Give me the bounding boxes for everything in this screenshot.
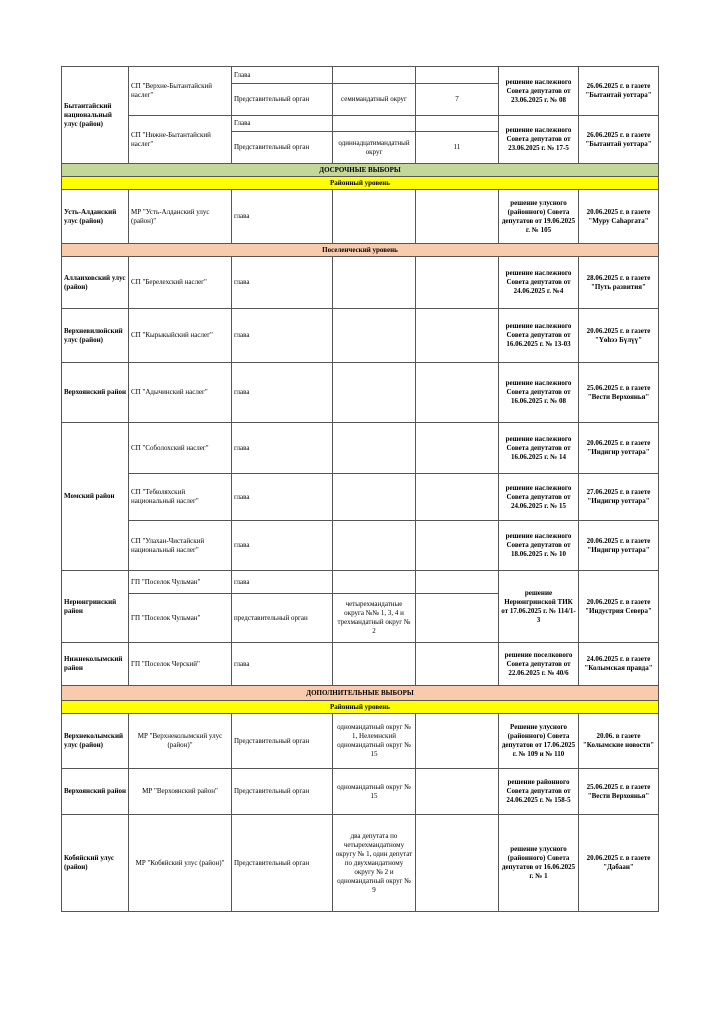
count-cell [416,309,499,363]
district-cell [333,190,416,244]
org-cell: МР "Кобяйский улус (район)" [129,815,232,912]
body-cell: Глава [232,67,333,84]
region-cell: Аллаиховский улус (район) [62,257,129,309]
decision-cell: решение наслежного Совета депутатов от 18.06.2025 г. № 10 [499,521,579,571]
district-cell: два депутата по четырехмандатному округу № 1, один депутат по двухмандатному округу № 2 и одномандатный округ № 9 [333,815,416,912]
district-cell [333,571,416,594]
body-cell: глава [232,309,333,363]
count-cell [416,815,499,912]
count-cell: 7 [416,84,499,116]
decision-cell: решение наслежного Совета депутатов от 16.06.2025 г. № 08 [499,363,579,423]
subsection-band [62,244,659,257]
region-cell: Момский район [62,423,129,571]
body-cell: глава [232,257,333,309]
district-cell: семимандатный округ [333,84,416,116]
decision-cell: решение наслежного Совета депутатов от 16.06.2025 г. № 14 [499,423,579,474]
decision-cell: Решение улусного (районного) Совета депутатов от 17.06.2025 г. № 109 и № 110 [499,714,579,769]
org-cell: ГП "Поселок Чульман" [129,571,232,594]
district-cell [333,309,416,363]
region-cell: Усть-Алданский улус (район) [62,190,129,244]
publication-cell: 25.06.2025 г. в газете "Вести Верхоянья" [579,363,659,423]
district-cell: четырехмандатные округа №№ 1, 3, 4 и трехмандатный округ № 2 [333,594,416,643]
count-cell [416,571,499,594]
org-cell: СП "Улахан-Чистайский национальный наслег" [129,521,232,571]
decision-cell: решение поселкового Совета депутатов от 22.06.2025 г. № 40/6 [499,643,579,686]
publication-cell: 20.06.2025 г. в газете "Үөһээ Бүлүү" [579,309,659,363]
publication-cell: 20.06. в газете "Колымские новости" [579,714,659,769]
count-cell [416,474,499,521]
count-cell [416,116,499,132]
org-cell: СП "Адычинский наслег" [129,363,232,423]
publication-cell: 26.06.2025 г. в газете "Бытантай уоттара" [579,116,659,164]
district-cell: одиннадцатимандатный округ [333,132,416,164]
publication-cell: 20.06.2025 г. в газете "Муру Саһаргата" [579,190,659,244]
district-cell: одномандатный округ № 15 [333,769,416,815]
district-cell [333,423,416,474]
table-row [62,815,659,912]
region-cell: Нерюнгринский район [62,571,129,643]
publication-cell: 28.06.2025 г. в газете "Путь развития" [579,257,659,309]
subsection-title: Поселенческий уровень [62,244,659,257]
district-cell [333,474,416,521]
org-cell: СП "Соболохский наслег" [129,423,232,474]
region-cell: Верхоянский район [62,769,129,815]
decision-cell: решение наслежного Совета депутатов от 16.06.2025 г. № 13-03 [499,309,579,363]
table-row [62,257,659,309]
count-cell [416,714,499,769]
count-cell: 11 [416,132,499,164]
table-row [62,571,659,594]
body-cell: Представительный орган [232,714,333,769]
org-cell: МР "Усть-Алданский улус (район)" [129,190,232,244]
org-cell: СП "Верхне-Бытантайский наслег" [129,67,232,116]
body-cell: глава [232,363,333,423]
section-title: ДОСРОЧНЫЕ ВЫБОРЫ [62,164,659,177]
org-cell: СП "Тебюляхский национальный наслег" [129,474,232,521]
region-cell: Бытантайский национальный улус (район) [62,67,129,164]
body-cell: глава [232,190,333,244]
region-cell: Верхнеколымский улус (район) [62,714,129,769]
publication-cell: 20.06.2025 г. в газете "Индустрия Севера" [579,571,659,643]
section-title: ДОПОЛНИТЕЛЬНЫЕ ВЫБОРЫ [62,686,659,701]
body-cell: Представительный орган [232,815,333,912]
table-row [62,643,659,686]
decision-cell: решение улусного (районного) Совета депутатов от 16.06.2025 г. № 1 [499,815,579,912]
district-cell [333,257,416,309]
body-cell: Представительный орган [232,84,333,116]
table-row [62,714,659,769]
org-cell: СП "Нижне-Бытантайский наслег" [129,116,232,164]
elections-table [61,66,659,912]
district-cell [333,363,416,423]
decision-cell: решение наслежного Совета депутатов от 24.06.2025 г. №4 [499,257,579,309]
table-row [62,309,659,363]
count-cell [416,67,499,84]
section-band [62,164,659,177]
org-cell: СП "Кырыкыйский наслег" [129,309,232,363]
body-cell: глава [232,521,333,571]
decision-cell: решение Нерюнгринской ТИК от 17.06.2025 г. № 114/1-3 [499,571,579,643]
count-cell [416,257,499,309]
publication-cell: 24.06.2025 г. в газете "Колымская правда" [579,643,659,686]
table-row [62,190,659,244]
region-cell: Верхоянский район [62,363,129,423]
org-cell: МР "Верхнеколымский улус (район)" [129,714,232,769]
body-cell: глава [232,423,333,474]
body-cell: глава [232,474,333,521]
district-cell [333,643,416,686]
district-cell [333,116,416,132]
publication-cell: 20.06.2025 г. в газете "Индигир уоттара" [579,521,659,571]
publication-cell: 26.06.2025 г. в газете "Бытантай уоттара" [579,67,659,116]
table-row [62,423,659,474]
subsection-title: Районный уровень [62,701,659,714]
org-cell: СП "Берелехский наслег" [129,257,232,309]
table-row [62,769,659,815]
decision-cell: решение наслежного Совета депутатов от 24.06.2025 г. № 15 [499,474,579,521]
table-row [62,521,659,571]
org-cell: ГП "Поселок Чульман" [129,594,232,643]
district-cell [333,67,416,84]
decision-cell: решение наслежного Совета депутатов от 23.06.2025 г. № 17-5 [499,116,579,164]
table-row [62,474,659,521]
subsection-title: Районный уровень [62,177,659,190]
body-cell: представительный орган [232,594,333,643]
decision-cell: решение наслежного Совета депутатов от 23.06.2025 г. № 08 [499,67,579,116]
district-cell: одномандатный округ № 1, Нелемнский одномандатный округ № 15 [333,714,416,769]
region-cell: Кобяйский улус (район) [62,815,129,912]
section-band [62,686,659,701]
region-cell: Нижнеколымский район [62,643,129,686]
region-cell: Верхневилюйский улус (район) [62,309,129,363]
count-cell [416,190,499,244]
table-row [62,67,659,84]
district-cell [333,521,416,571]
publication-cell: 20.06.2025 г. в газете "Индигир уоттара" [579,423,659,474]
body-cell: глава [232,643,333,686]
org-cell: ГП "Поселок Черский" [129,643,232,686]
table-row [62,363,659,423]
subsection-band [62,177,659,190]
decision-cell: решение районного Совета депутатов от 24.06.2025 г. № 158-5 [499,769,579,815]
table-row [62,116,659,132]
count-cell [416,363,499,423]
publication-cell: 25.06.2025 г. в газете "Вести Верхоянья" [579,769,659,815]
count-cell [416,423,499,474]
count-cell [416,521,499,571]
subsection-band [62,701,659,714]
decision-cell: решение улусного (районного) Совета депутатов от 19.06.2025 г. № 105 [499,190,579,244]
publication-cell: 27.06.2025 г. в газете "Индигир уоттара" [579,474,659,521]
body-cell: глава [232,571,333,594]
count-cell [416,769,499,815]
count-cell [416,643,499,686]
body-cell: Представительный орган [232,769,333,815]
publication-cell: 20.06.2025 г. в газете "Дабаан" [579,815,659,912]
body-cell: Представительный орган [232,132,333,164]
org-cell: МР "Верхоянский район" [129,769,232,815]
count-cell [416,594,499,643]
body-cell: Глава [232,116,333,132]
